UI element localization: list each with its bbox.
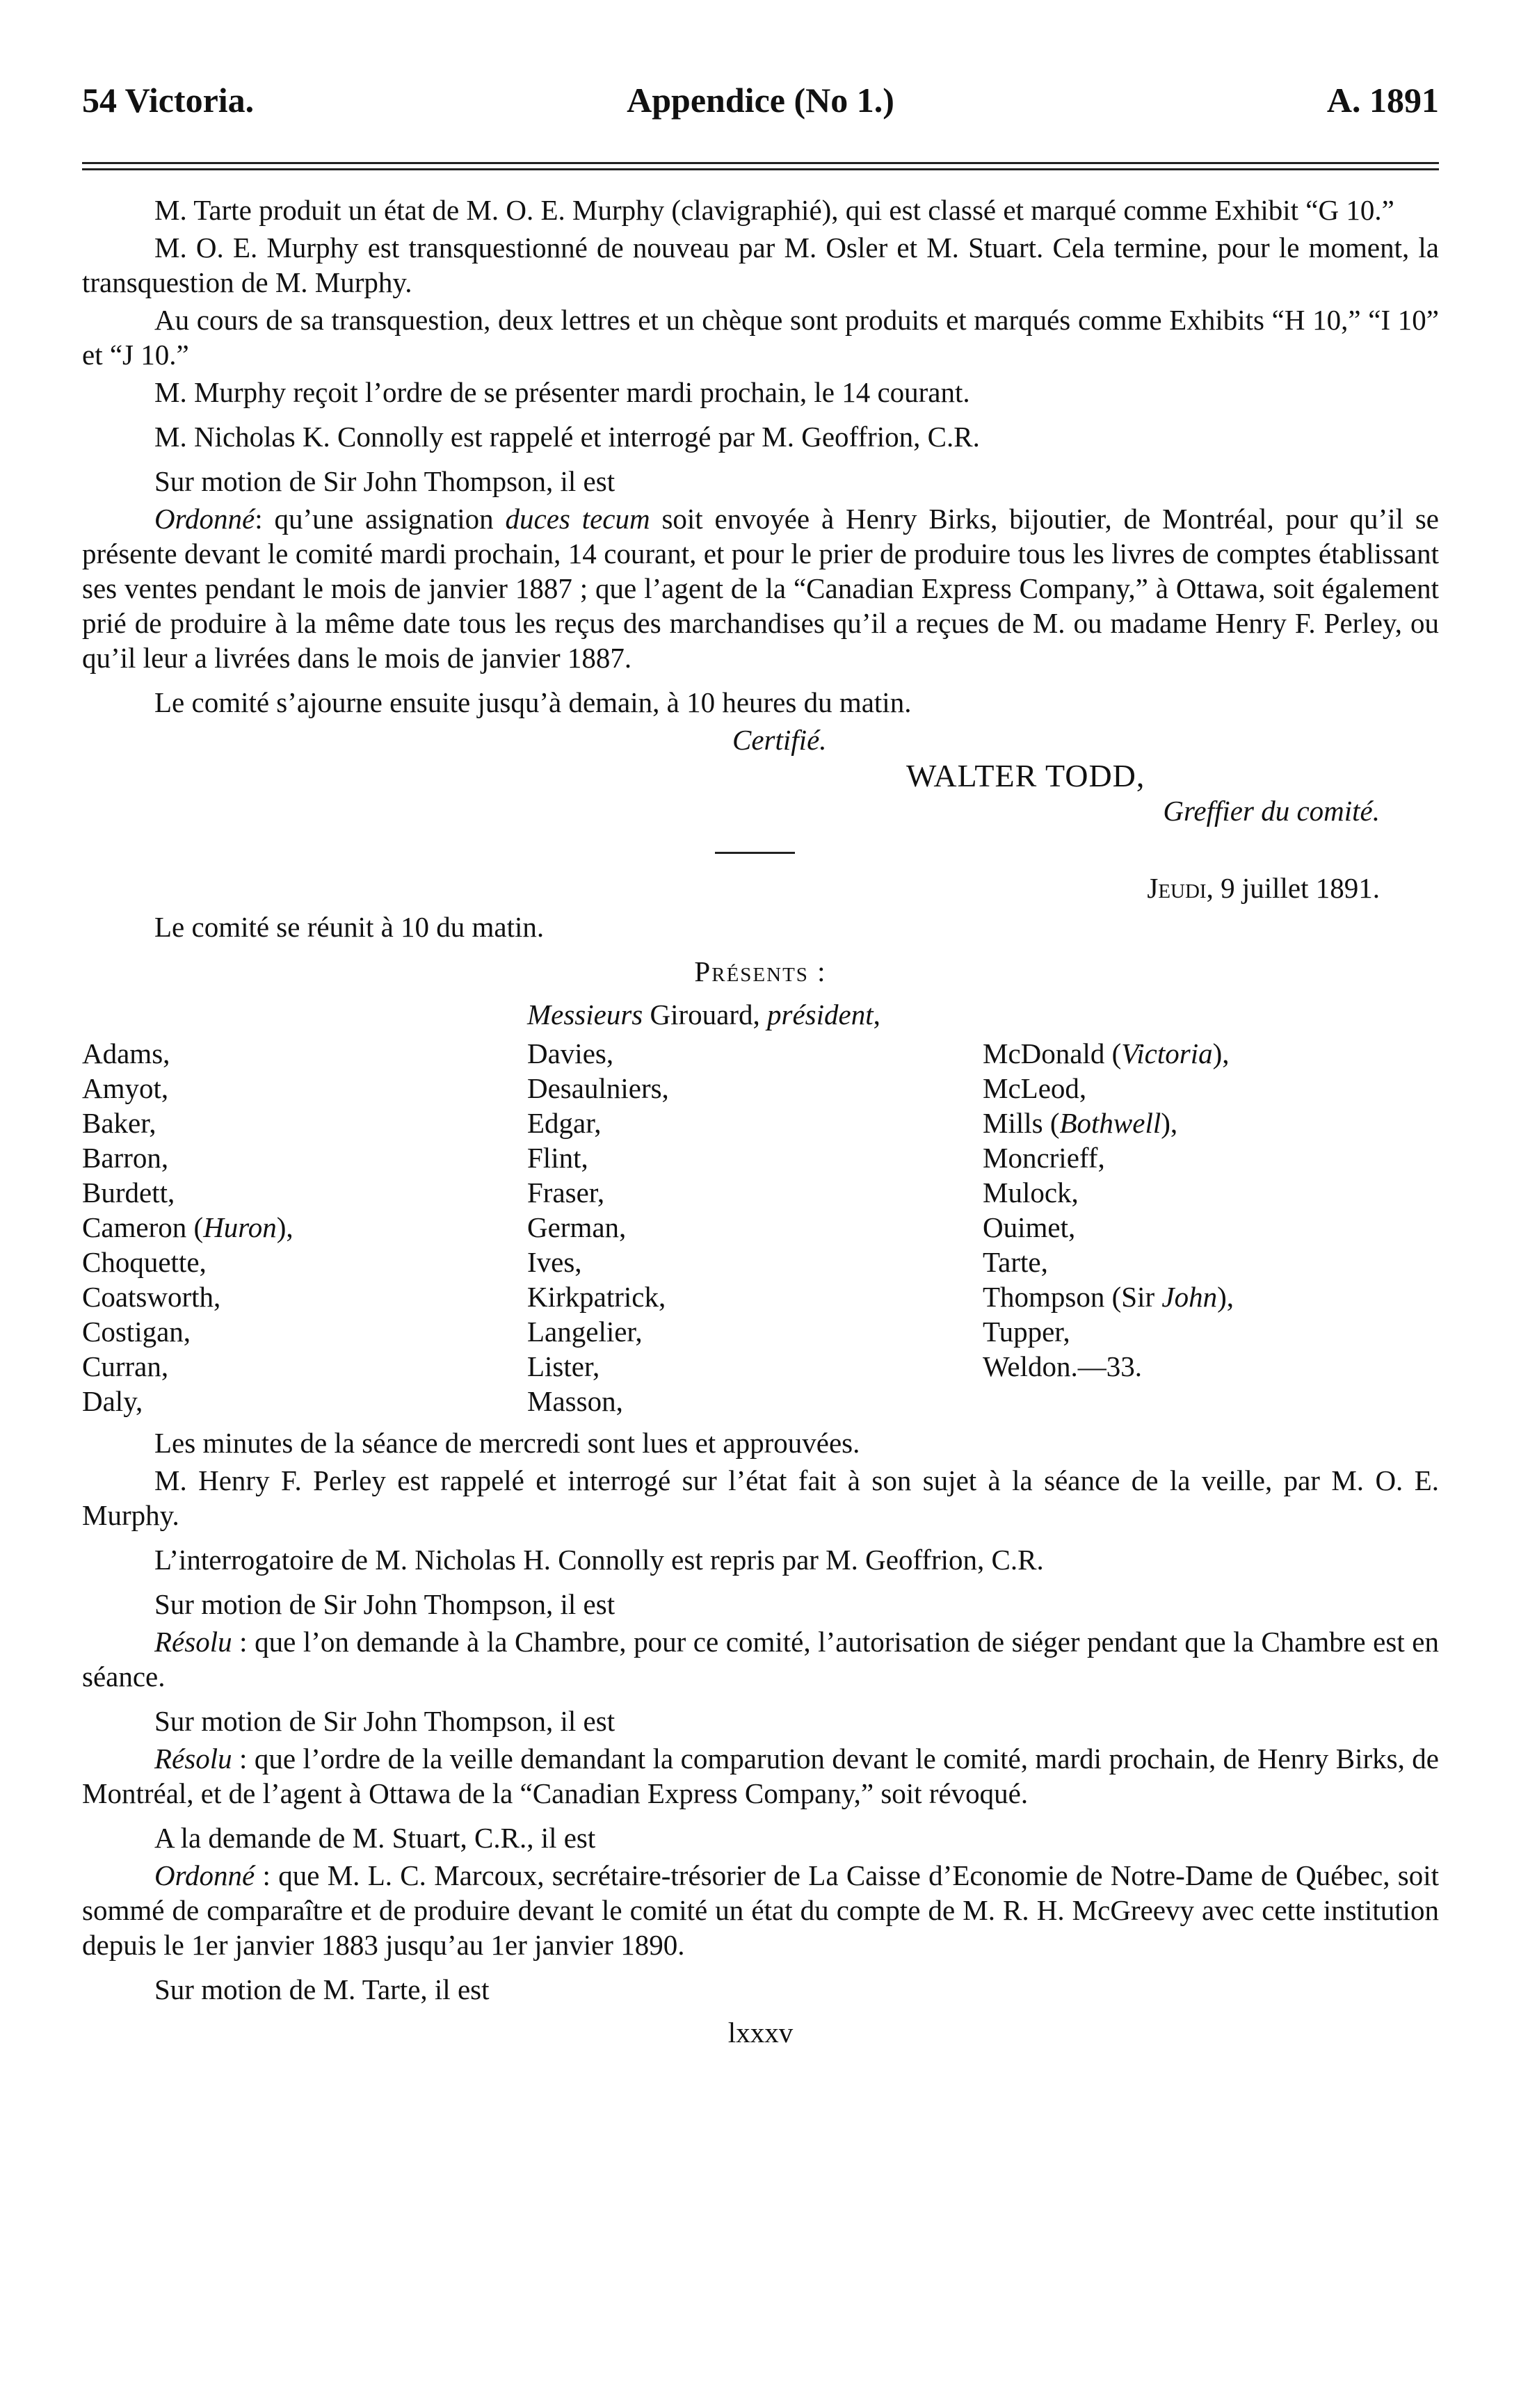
member-name: Cameron (Huron), bbox=[82, 1211, 293, 1243]
member-name: Burdett, bbox=[82, 1177, 175, 1209]
duces-tecum: duces tecum bbox=[505, 503, 650, 535]
member-name: McDonald (Victoria), bbox=[983, 1037, 1230, 1069]
header-double-rule bbox=[82, 162, 1439, 172]
meeting-opens: Le comité se réunit à 10 du matin. bbox=[154, 911, 545, 943]
paragraph-demande-stuart: A la demande de M. Stuart, C.R., il est bbox=[154, 1822, 596, 1854]
member-name: Thompson (Sir John), bbox=[983, 1281, 1234, 1313]
member-name: Baker, bbox=[82, 1107, 156, 1139]
member-name: Masson, bbox=[527, 1385, 623, 1417]
member-name: Ouimet, bbox=[983, 1211, 1076, 1243]
ordonne-text: : que M. L. C. Marcoux, secrétaire-trésorier de La Caisse d’Economie de Notre-Dame de Québec, soit sommé de comparaître et de produire devant le comité un état du compte de M. R. H. McGreevy avec cette institution depuis le 1er janvier 1883 jusqu’au 1er janvier 1890. bbox=[82, 1859, 1439, 1961]
presents-heading: Présents : bbox=[694, 955, 827, 987]
member-name: Moncrieff, bbox=[983, 1142, 1105, 1174]
running-header bbox=[82, 66, 1439, 122]
member-name: Kirkpatrick, bbox=[527, 1281, 666, 1313]
paragraph-ordonne-birks bbox=[82, 501, 1439, 675]
member-name: Langelier, bbox=[527, 1316, 643, 1348]
paragraph-connolly-recalled: M. Nicholas K. Connolly est rappelé et interrogé par M. Geoffrion, C.R. bbox=[154, 421, 980, 453]
member-name: McLeod, bbox=[983, 1072, 1087, 1104]
members-column-1 bbox=[82, 1036, 527, 1419]
paragraph-adjourn: Le comité s’ajourne ensuite jusqu’à demain, à 10 heures du matin. bbox=[154, 686, 912, 718]
date-day: Jeudi bbox=[1147, 872, 1207, 904]
paragraph-motion-thompson: Sur motion de Sir John Thompson, il est bbox=[154, 465, 615, 497]
member-name: Costigan, bbox=[82, 1316, 191, 1348]
paragraph-murphy-order: M. Murphy reçoit l’ordre de se présenter mardi prochain, le 14 courant. bbox=[154, 376, 970, 408]
paragraph-motion-thompson-2: Sur motion de Sir John Thompson, il est bbox=[154, 1588, 615, 1620]
member-name: Davies, bbox=[527, 1037, 614, 1069]
paragraph-murphy-transquestion: M. O. E. Murphy est transquestionné de nouveau par M. Osler et M. Stuart. Cela termine, pour le moment, la transquestion de M. Murphy. bbox=[82, 232, 1439, 298]
header-session: 54 Victoria. bbox=[82, 81, 255, 120]
member-name: Choquette, bbox=[82, 1246, 207, 1278]
member-name: Edgar, bbox=[527, 1107, 602, 1139]
member-name: Mills (Bothwell), bbox=[983, 1107, 1178, 1139]
member-name: Desaulniers, bbox=[527, 1072, 669, 1104]
member-name: Barron, bbox=[82, 1142, 169, 1174]
member-name: Tupper, bbox=[983, 1316, 1070, 1348]
president-line bbox=[527, 997, 1439, 1032]
paragraph-connolly-resumed: L’interrogatoire de M. Nicholas H. Connolly est repris par M. Geoffrion, C.R. bbox=[154, 1544, 1044, 1576]
meeting-date bbox=[82, 871, 1439, 905]
president-role: président bbox=[767, 999, 874, 1031]
page bbox=[82, 66, 1439, 2361]
paragraph-resolu-sieger bbox=[82, 1624, 1439, 1694]
members-list bbox=[82, 1036, 1439, 1419]
paragraph-ordonne-marcoux bbox=[82, 1858, 1439, 1962]
paragraph-perley-recalled: M. Henry F. Perley est rappelé et interrogé sur l’état fait à son sujet à la séance de la veille, par M. O. E. Murphy. bbox=[82, 1464, 1439, 1531]
president-name: Girouard, bbox=[643, 999, 768, 1031]
date-rest: , 9 juillet 1891. bbox=[1206, 872, 1380, 904]
member-name: Coatsworth, bbox=[82, 1281, 221, 1313]
resolu-label: Résolu bbox=[154, 1743, 232, 1775]
paragraph-motion-thompson-3: Sur motion de Sir John Thompson, il est bbox=[154, 1705, 615, 1737]
header-year: A. 1891 bbox=[1326, 81, 1439, 120]
member-name: Daly, bbox=[82, 1385, 143, 1417]
signer-name: WALTER TODD, bbox=[906, 758, 1145, 793]
member-name: Lister, bbox=[527, 1350, 600, 1382]
resolu-label: Résolu bbox=[154, 1626, 232, 1658]
header-appendix: Appendice (No 1.) bbox=[627, 81, 894, 120]
member-name: Flint, bbox=[527, 1142, 588, 1174]
paragraph-resolu-revoque bbox=[82, 1741, 1439, 1811]
members-column-2 bbox=[527, 1036, 983, 1419]
paragraph-motion-tarte: Sur motion de M. Tarte, il est bbox=[154, 1973, 490, 2005]
ordonne-text-1: : qu’une assignation bbox=[255, 503, 506, 535]
members-column-3 bbox=[983, 1036, 1435, 1419]
section-divider bbox=[715, 852, 795, 854]
paragraph-tarte-exhibit: M. Tarte produit un état de M. O. E. Murphy (clavigraphié), qui est classé et marqué comme Exhibit “G 10.” bbox=[154, 194, 1394, 226]
member-name: Curran, bbox=[82, 1350, 169, 1382]
paragraph-minutes: Les minutes de la séance de mercredi sont lues et approuvées. bbox=[154, 1427, 860, 1459]
resolu-text: : que l’on demande à la Chambre, pour ce comité, l’autorisation de siéger pendant que la Chambre est en séance. bbox=[82, 1626, 1439, 1692]
member-name: Tarte, bbox=[983, 1246, 1048, 1278]
member-name: Weldon.—33. bbox=[983, 1350, 1143, 1382]
president-suffix: , bbox=[873, 999, 880, 1031]
president-prefix: Messieurs bbox=[527, 999, 643, 1031]
ordonne-label: Ordonné bbox=[154, 503, 255, 535]
page-body bbox=[82, 193, 1439, 2050]
paragraph-exhibits: Au cours de sa transquestion, deux lettres et un chèque sont produits et marqués comme Exhibits “H 10,” “I 10” et “J 10.” bbox=[82, 304, 1439, 371]
signer-title: Greffier du comité. bbox=[1163, 795, 1380, 827]
page-number: lxxxv bbox=[727, 2017, 794, 2049]
member-name: Ives, bbox=[527, 1246, 582, 1278]
member-name: Fraser, bbox=[527, 1177, 605, 1209]
certifie: Certifié. bbox=[732, 724, 827, 756]
ordonne-text-2: soit envoyée à Henry Birks, bijoutier, de Montréal, pour qu’il se présente devant le comité mardi prochain, 14 courant, et pour le prier de produire tous les livres de comptes établissant ses ventes pendant le mois de janvier 1887 ; que l’agent de la “Canadian Express Company,” à Ottawa, soit également prié de produire à la même date tous les reçus des marchandises qu’il a reçues de M. ou madame Henry F. Perley, ou qu’il leur a livrées dans le mois de janvier 1887. bbox=[82, 503, 1439, 674]
resolu-text: : que l’ordre de la veille demandant la comparution devant le comité, mardi prochain, de Henry Birks, de Montréal, et de l’agent à Ottawa de la “Canadian Express Company,” soit révoqué. bbox=[82, 1743, 1439, 1809]
member-name: Mulock, bbox=[983, 1177, 1079, 1209]
ordonne-label: Ordonné bbox=[154, 1859, 255, 1891]
member-name: Amyot, bbox=[82, 1072, 169, 1104]
member-name: German, bbox=[527, 1211, 627, 1243]
member-name: Adams, bbox=[82, 1037, 170, 1069]
